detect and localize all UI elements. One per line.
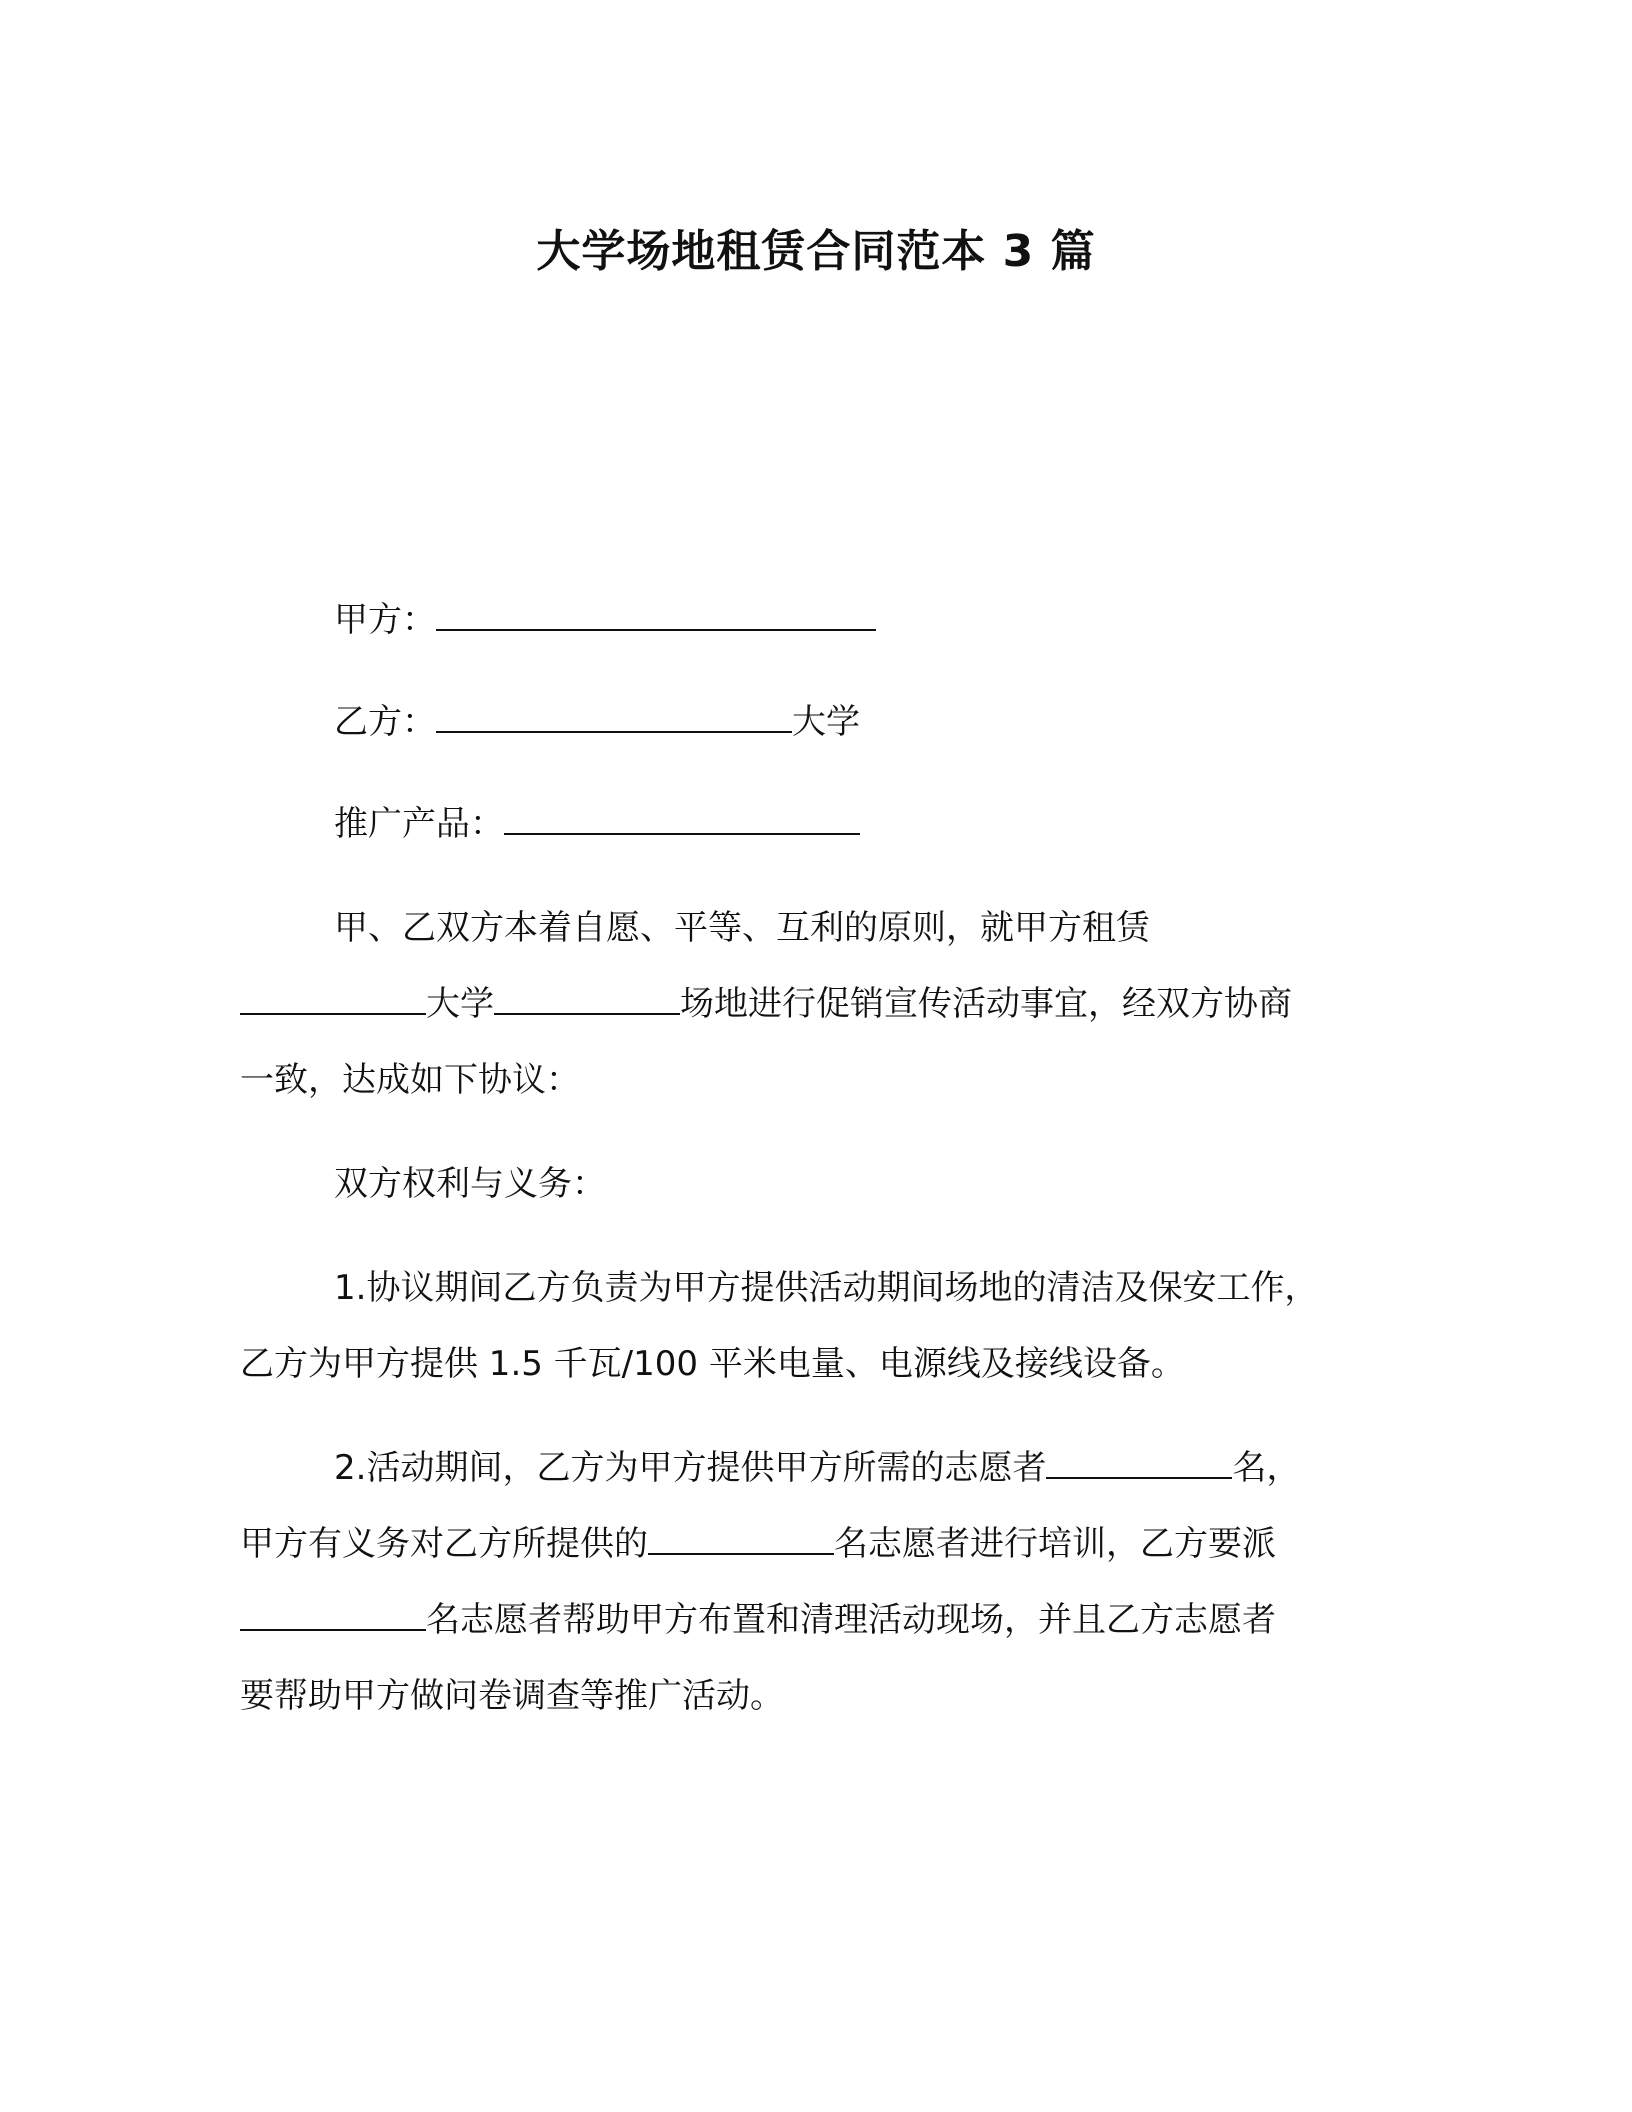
clause2-line-2 (240, 1520, 1276, 1568)
clause2-text-1a: 2.活动期间，乙方为甲方提供甲方所需的志愿者 (334, 1448, 1047, 1488)
party-b-suffix: 大学 (792, 702, 860, 742)
clause2-line-3 (240, 1596, 1276, 1644)
intro-line-1: 甲、乙双方本着自愿、平等、互利的原则，就甲方租赁 (334, 908, 1150, 948)
intro-blank-1 (240, 983, 426, 1015)
intro-text-2b: 场地进行促销宣传活动事宜，经双方协商 (680, 984, 1292, 1024)
clause2-text-2b: 名志愿者进行培训，乙方要派 (834, 1524, 1276, 1564)
product-label: 推广产品： (334, 804, 504, 844)
clause2-text-2a: 甲方有义务对乙方所提供的 (240, 1524, 648, 1564)
party-b-line (334, 698, 860, 746)
party-b-label: 乙方： (334, 702, 436, 742)
intro-text-2a: 大学 (426, 984, 494, 1024)
clause2-blank-2 (648, 1523, 834, 1555)
clause2-line-1 (334, 1444, 1300, 1492)
intro-line-3: 一致，达成如下协议： (240, 1060, 580, 1100)
clause2-blank-1 (1046, 1447, 1232, 1479)
product-line (334, 800, 860, 848)
party-a-blank (436, 599, 876, 631)
party-a-label: 甲方： (334, 600, 436, 640)
clause1-line-1: 1.协议期间乙方负责为甲方提供活动期间场地的清洁及保安工作， (334, 1268, 1319, 1308)
clause1-line-2: 乙方为甲方提供 1.5 千瓦/100 平米电量、电源线及接线设备。 (240, 1344, 1185, 1384)
clause2-text-1b: 名， (1232, 1448, 1301, 1488)
intro-line-2 (240, 980, 1292, 1028)
clause2-text-3b: 名志愿者帮助甲方布置和清理活动现场，并且乙方志愿者 (426, 1600, 1276, 1640)
party-b-blank (436, 701, 792, 733)
party-a-line (334, 596, 876, 644)
section-heading: 双方权利与义务： (334, 1164, 606, 1204)
clause2-line-4: 要帮助甲方做问卷调查等推广活动。 (240, 1676, 784, 1716)
clause2-blank-3 (240, 1599, 426, 1631)
product-blank (504, 803, 860, 835)
intro-blank-2 (494, 983, 680, 1015)
document-title: 大学场地租赁合同范本 3 篇 (536, 226, 1096, 277)
